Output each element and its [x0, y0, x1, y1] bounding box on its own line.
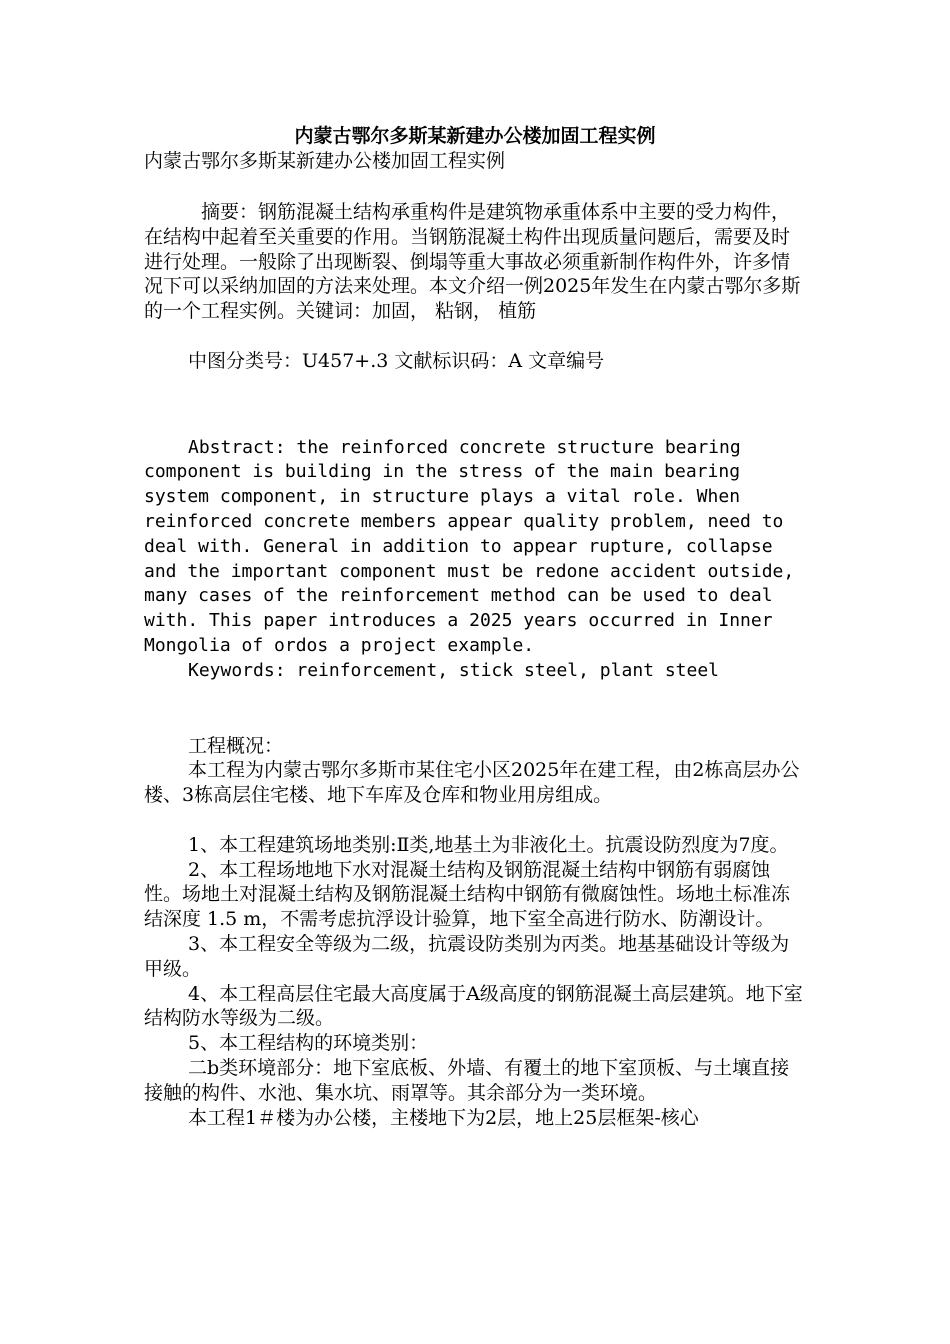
- overview-item-4: 4、本工程高层住宅最大高度属于A级高度的钢筋混凝土高层建筑。地下室结构防水等级为二级。: [144, 982, 803, 1030]
- overview-item-3: 3、本工程安全等级为二级，抗震设防类别为丙类。地基基础设计等级为甲级。: [144, 932, 790, 980]
- overview-item-1: 1、本工程建筑场地类别:Ⅱ类,地基土为非液化土。抗震设防烈度为7度。: [188, 833, 789, 856]
- chinese-abstract: 摘要：钢筋混凝土结构承重构件是建筑物承重体系中主要的受力构件，在结构中起着至关重要的作用。当钢筋混凝土构件出现质量问题后，需要及时进行处理。一般除了出现断裂、倒塌等重大事故必须重新制作构件外，许多情况下可以采纳加固的方法来处理。本文介绍一例2025年发生在内蒙古鄂尔多斯的一个工程实例。关键词：加固， 粘钢， 植筋: [144, 201, 801, 323]
- environment-detail: 二b类环境部分：地下室底板、外墙、有覆土的地下室顶板、与土壤直接接触的构件、水池、集水坑、雨罩等。其余部分为一类环境。: [144, 1056, 790, 1104]
- overview-item-5: 5、本工程结构的环境类别：: [188, 1032, 429, 1055]
- english-abstract: Abstract: the reinforced concrete structure bearing component is building in the stress of the main bearing system component, in structure plays a vital role. When reinforced concrete members appear quality problem, need to deal with. General in addition to appear rupture, collapse and the important component must be redone accident outside, many cases of the reinforcement method can be used to deal with. This paper introduces a 2025 years occurred in Inner Mongolia of ordos a project example.: [144, 436, 795, 656]
- overview-item-2: 2、本工程场地地下水对混凝土结构及钢筋混凝土结构中钢筋有弱腐蚀性。场地土对混凝土结构及钢筋混凝土结构中钢筋有微腐蚀性。场地土标准冻结深度 1.5 m，不需考虑抗浮设计验算，地下室全高进行防水、防潮设计。: [144, 858, 791, 931]
- classification-line: 中图分类号：U457+.3 文献标识码：A 文章编号: [188, 349, 605, 372]
- paragraph-gap: [144, 808, 806, 833]
- english-abstract-block: [144, 436, 806, 684]
- overview-intro: 本工程为内蒙古鄂尔多斯市某住宅小区2025年在建工程，由2栋高层办公楼、3栋高层住宅楼、地下车库及仓库和物业用房组成。: [144, 759, 800, 807]
- document-body: [144, 200, 806, 1130]
- document-title: 内蒙古鄂尔多斯某新建办公楼加固工程实例: [294, 125, 656, 147]
- building-1-description: 本工程1＃楼为办公楼，主楼地下为2层，地上25层框架-核心: [188, 1106, 699, 1129]
- document-subtitle: 内蒙古鄂尔多斯某新建办公楼加固工程实例: [144, 150, 506, 172]
- overview-heading: 工程概况：: [188, 734, 284, 757]
- english-keywords: Keywords: reinforcement, stick steel, plant steel: [188, 659, 720, 681]
